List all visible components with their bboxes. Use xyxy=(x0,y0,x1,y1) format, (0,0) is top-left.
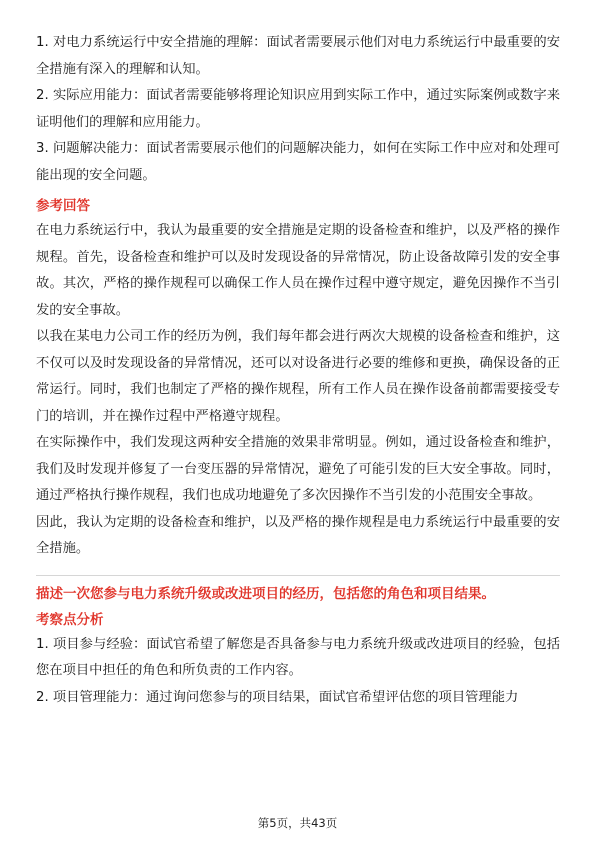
reference-paragraph-4: 因此，我认为定期的设备检查和维护，以及严格的操作规程是电力系统运行中最重要的安全措施。 xyxy=(36,514,560,556)
assessment-point-2: 2. 实际应用能力：面试者需要能够将理论知识应用到实际工作中，通过实际案例或数字来证明他们的理解和应用能力。 xyxy=(36,88,560,130)
analysis-heading: 考察点分析 xyxy=(36,611,104,628)
reference-paragraph-1: 在电力系统运行中，我认为最重要的安全措施是定期的设备检查和维护，以及严格的操作规程。首先，设备检查和维护可以及时发现设备的异常情况，防止设备故障引发的安全事故。其次，严格的操作规程可以确保工作人员在操作过程中遵守规定，避免因操作不当引发的安全事故。 xyxy=(36,223,560,318)
analysis-point-2: 2. 项目管理能力：通过询问您参与的项目结果，面试官希望评估您的项目管理能力 xyxy=(36,689,519,705)
reference-paragraph-3: 在实际操作中，我们发现这两种安全措施的效果非常明显。例如，通过设备检查和维护，我们及时发现并修复了一台变压器的异常情况，避免了可能引发的巨大安全事故。同时，通过严格执行操作规程，我们也成功地避免了多次因操作不当引发的小范围安全事故。 xyxy=(36,435,560,503)
analysis-point-1: 1. 项目参与经验：面试官希望了解您是否具备参与电力系统升级或改进项目的经验，包括您在项目中担任的角色和所负责的工作内容。 xyxy=(36,636,560,678)
page-number: 第5页，共43页 xyxy=(257,816,338,830)
reference-paragraph-2: 以我在某电力公司工作的经历为例，我们每年都会进行两次大规模的设备检查和维护，这不仅可以及时发现设备的异常情况，还可以对设备进行必要的维修和更换，确保设备的正常运行。同时，我们也制定了严格的操作规程，所有工作人员在操作设备前都需要接受专门的培训，并在操作过程中严格遵守规程。 xyxy=(36,329,560,424)
assessment-point-3: 3. 问题解决能力：面试者需要展示他们的问题解决能力，如何在实际工作中应对和处理可能出现的安全问题。 xyxy=(36,141,560,183)
section-divider xyxy=(36,575,560,576)
reference-answer-heading: 参考回答 xyxy=(36,198,90,214)
document-page xyxy=(36,30,560,711)
assessment-point-1: 1. 对电力系统运行中安全措施的理解：面试者需要展示他们对电力系统运行中最重要的安全措施有深入的理解和认知。 xyxy=(36,35,560,77)
question-title: 描述一次您参与电力系统升级或改进项目的经历，包括您的角色和项目结果。 xyxy=(36,585,495,602)
